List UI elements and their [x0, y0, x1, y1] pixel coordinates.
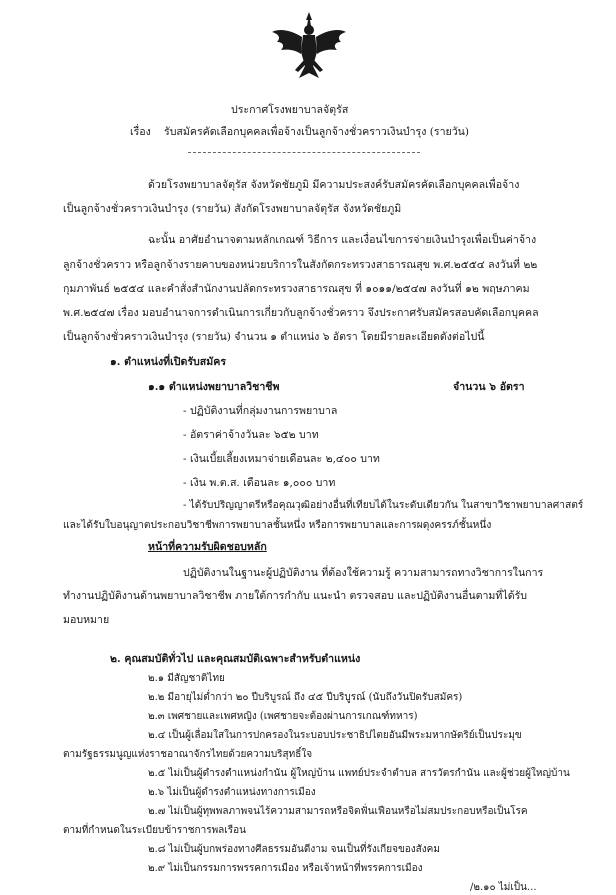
intro-p2-line2: ลูกจ้างชั่วคราว หรือลูกจ้างรายคาบของหน่วยบริการในสังกัดกระทรวงสาธารณสุข พ.ศ.๒๕๕๔ ลงวันที่ ๒๒: [63, 259, 538, 271]
position-title: ๑.๑ ตำแหน่งพยาบาลวิชาชีพ: [148, 381, 280, 393]
duty-heading: หน้าที่ความรับผิดชอบหลัก: [148, 541, 267, 553]
bullet-item: - เงินเบี้ยเลี้ยงเหมาจ่ายเดือนละ ๒,๔๐๐ บาท: [183, 453, 380, 465]
qualification-item: ๒.๙ ไม่เป็นกรรมการพรรคการเมือง หรือเจ้าหน้าที่พรรคการเมือง: [148, 863, 423, 874]
subject-text: รับสมัครคัดเลือกบุคคลเพื่อจ้างเป็นลูกจ้างชั่วคราวเงินบำรุง (รายวัน): [164, 126, 470, 138]
qualification-item-cont: ตามรัฐธรรมนูญแห่งราชอาณาจักรไทยด้วยความบริสุทธิ์ใจ: [63, 749, 313, 760]
qualification-item: ๒.๑ มีสัญชาติไทย: [148, 673, 225, 684]
intro-p2-line3: กุมภาพันธ์ ๒๕๕๔ และคำสั่งสำนักงานปลัดกระทรวงสาธารณสุข ที่ ๑๐๑๑/๒๕๔๗ ลงวันที่ ๑๒ พฤษภาคม: [63, 283, 530, 295]
subject-label: เรื่อง: [130, 126, 151, 138]
duty-line1: ปฏิบัติงานในฐานะผู้ปฏิบัติงาน ที่ต้องใช้ความรู้ ความสามารถทางวิชาการในการ: [183, 567, 544, 579]
bullet-item: - เงิน พ.ต.ส. เดือนละ ๑,๐๐๐ บาท: [183, 477, 336, 489]
qualification-item: ๒.๘ ไม่เป็นผู้บกพร่องทางศีลธรรมอันดีงาม จนเป็นที่รังเกียจของสังคม: [148, 844, 440, 855]
page-continuation: /๒.๑๐ ไม่เป็น...: [470, 882, 537, 893]
qualification-item: ๒.๗ ไม่เป็นผู้ทุพพลภาพจนไร้ความสามารถหรือจิตฟั่นเฟือนหรือไม่สมประกอบหรือเป็นโรค: [148, 806, 528, 817]
intro-p1-line1: ด้วยโรงพยาบาลจัตุรัส จังหวัดชัยภูมิ มีความประสงค์รับสมัครคัดเลือกบุคคลเพื่อจ้าง: [148, 179, 520, 191]
qualification-item: ๒.๔ เป็นผู้เลื่อมใสในการปกครองในระบอบประชาธิปไตยอันมีพระมหากษัตริย์เป็นประมุข: [148, 730, 522, 741]
bullet-item: - ปฏิบัติงานที่กลุ่มงานการพยาบาล: [183, 405, 338, 417]
intro-p1-line2: เป็นลูกจ้างชั่วคราวเงินบำรุง (รายวัน) สังกัดโรงพยาบาลจัตุรัส จังหวัดชัยภูมิ: [63, 203, 402, 215]
intro-p2-line5: เป็นลูกจ้างชั่วคราวเงินบำรุง (รายวัน) จำนวน ๑ ตำแหน่ง ๖ อัตรา โดยมีรายละเอียดดังต่อไปนี้: [63, 331, 485, 343]
bullet-continuation: และได้รับใบอนุญาตประกอบวิชาชีพการพยาบาลชั้นหนึ่ง หรือการพยาบาลและการผดุงครรภ์ชั้นหนึ่ง: [63, 520, 492, 531]
qualification-item: ๒.๓ เพศชายและเพศหญิง (เพศชายจะต้องผ่านการเกณฑ์ทหาร): [148, 711, 418, 722]
section2-heading: ๒. คุณสมบัติทั่วไป และคุณสมบัติเฉพาะสำหรับตำแหน่ง: [110, 653, 361, 665]
duty-line2: ทำงานปฏิบัติงานด้านพยาบาลวิชาชีพ ภายใต้การกำกับ แนะนำ ตรวจสอบ และปฏิบัติงานอื่นตามที่ได้รับ: [63, 590, 528, 602]
announcement-title: ประกาศโรงพยาบาลจัตุรัส: [231, 104, 349, 116]
position-count: จำนวน ๖ อัตรา: [453, 381, 525, 393]
intro-p2-line1: ฉะนั้น อาศัยอำนาจตามหลักเกณฑ์ วิธีการ และเงื่อนไขการจ่ายเงินบำรุงเพื่อเป็นค่าจ้าง: [148, 234, 537, 246]
bullet-item: - อัตราค่าจ้างวันละ ๖๕๒ บาท: [183, 429, 319, 441]
title-divider: [188, 152, 420, 153]
qualification-item: ๒.๒ มีอายุไม่ต่ำกว่า ๒๐ ปีบริบูรณ์ ถึง ๔๕ ปีบริบูรณ์ (นับถึงวันปิดรับสมัคร): [148, 692, 463, 703]
section1-heading: ๑. ตำแหน่งที่เปิดรับสมัคร: [110, 356, 227, 368]
qualification-item-cont: ตามที่กำหนดในระเบียบข้าราชการพลเรือน: [63, 825, 246, 836]
qualification-item: ๒.๕ ไม่เป็นผู้ดำรงตำแหน่งกำนัน ผู้ใหญ่บ้าน แพทย์ประจำตำบล สารวัตรกำนัน และผู้ช่วยผู้ใหญ่บ้าน: [148, 768, 570, 779]
duty-line3: มอบหมาย: [63, 614, 110, 626]
garuda-emblem-icon: [269, 10, 349, 82]
qualification-item: ๒.๖ ไม่เป็นผู้ดำรงตำแหน่งทางการเมือง: [148, 787, 316, 798]
intro-p2-line4: พ.ศ.๒๕๔๗ เรื่อง มอบอำนาจการดำเนินการเกี่ยวกับลูกจ้างชั่วคราว จึงประกาศรับสมัครสอบคัดเลือกบุคคล: [63, 307, 539, 319]
bullet-item: - ได้รับปริญญาตรีหรือคุณวุฒิอย่างอื่นที่เทียบได้ในระดับเดียวกัน ในสาขาวิชาพยาบาลศาสตร์: [183, 500, 584, 511]
